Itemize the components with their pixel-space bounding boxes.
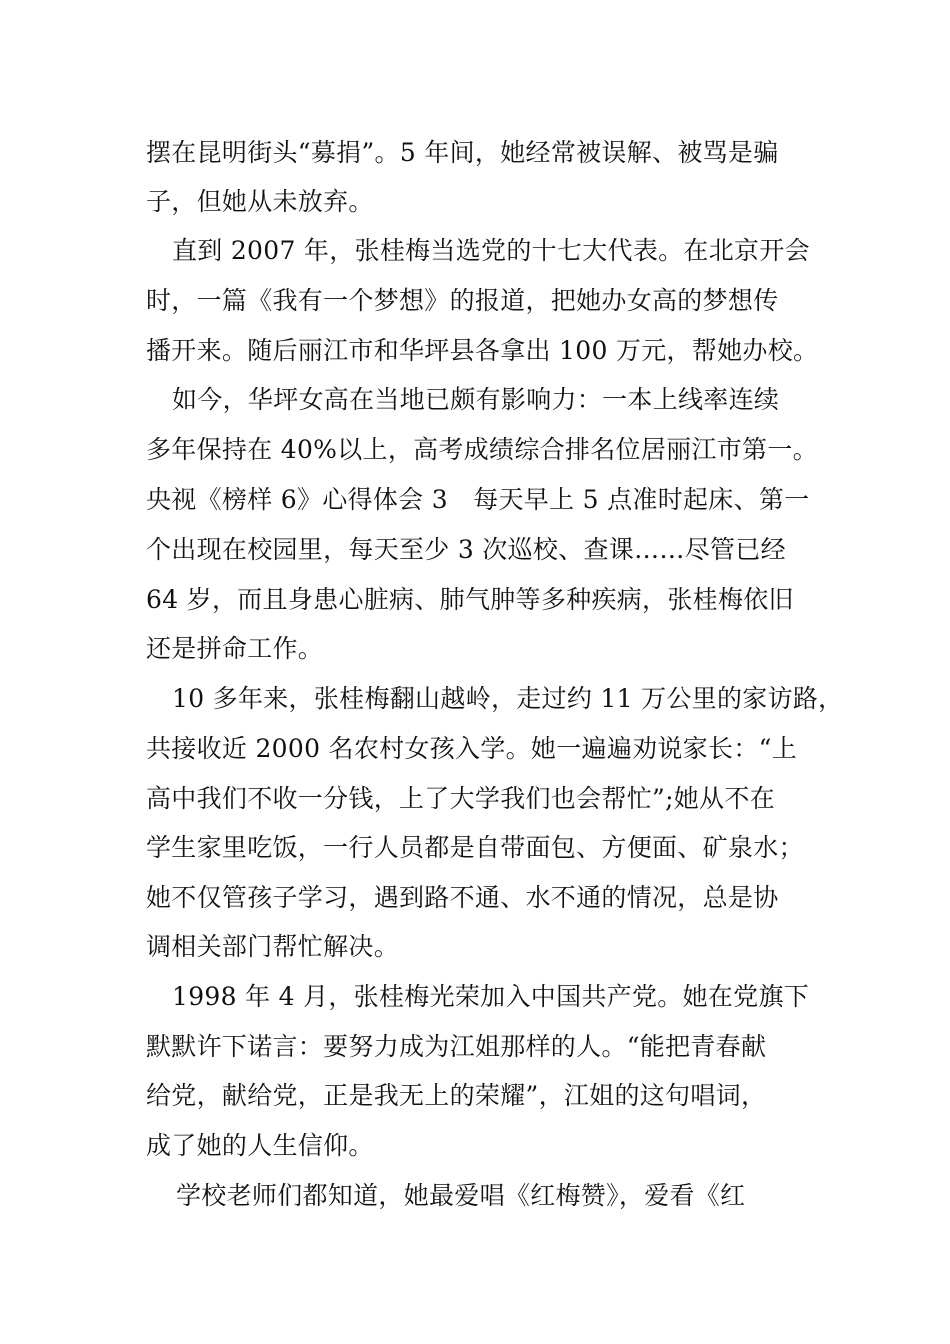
- text-line: 高中我们不收一分钱，上了大学我们也会帮忙”;她从不在: [146, 784, 776, 813]
- paragraph-start-line: 学校老师们都知道，她最爱唱《红梅赞》，爱看《红: [176, 1181, 746, 1210]
- text-line: 还是拼命工作。: [146, 634, 324, 663]
- text-line: 共接收近 2000 名农村女孩入学。她一遍遍劝说家长：“上: [146, 734, 797, 763]
- text-line: 时，一篇《我有一个梦想》的报道，把她办女高的梦想传: [146, 286, 779, 315]
- paragraph-start-line: 1998 年 4 月，张桂梅光荣加入中国共产党。她在党旗下: [172, 982, 810, 1011]
- text-line: 调相关部门帮忙解决。: [146, 932, 400, 961]
- text-line: 学生家里吃饭，一行人员都是自带面包、方便面、矿泉水；: [146, 833, 804, 862]
- text-line: 个出现在校园里，每天至少 3 次巡校、查课……尽管已经: [146, 535, 786, 564]
- text-line: 央视《榜样 6》心得体会 3 每天早上 5 点准时起床、第一: [146, 485, 810, 514]
- text-line: 默默许下诺言：要努力成为江姐那样的人。“能把青春献: [146, 1032, 767, 1061]
- text-line: 成了她的人生信仰。: [146, 1131, 374, 1160]
- text-line: 多年保持在 40%以上，高考成绩综合排名位居丽江市第一。: [146, 435, 818, 464]
- text-line: 摆在昆明街头“募捐”。5 年间，她经常被误解、被骂是骗: [146, 138, 779, 167]
- text-line: 子，但她从未放弃。: [146, 187, 374, 216]
- paragraph-start-line: 如今，华坪女高在当地已颇有影响力：一本上线率连续: [172, 385, 780, 414]
- text-line: 她不仅管孩子学习，遇到路不通、水不通的情况，总是协: [146, 883, 779, 912]
- paragraph-start-line: 直到 2007 年，张桂梅当选党的十七大代表。在北京开会: [172, 236, 810, 265]
- paragraph-start-line: 10 多年来，张桂梅翻山越岭，走过约 11 万公里的家访路，: [172, 684, 844, 713]
- text-line: 播开来。随后丽江市和华坪县各拿出 100 万元，帮她办校。: [146, 336, 819, 365]
- text-line: 64 岁，而且身患心脏病、肺气肿等多种疾病，张桂梅依旧: [146, 585, 794, 614]
- text-line: 给党，献给党，正是我无上的荣耀”，江姐的这句唱词，: [146, 1081, 767, 1110]
